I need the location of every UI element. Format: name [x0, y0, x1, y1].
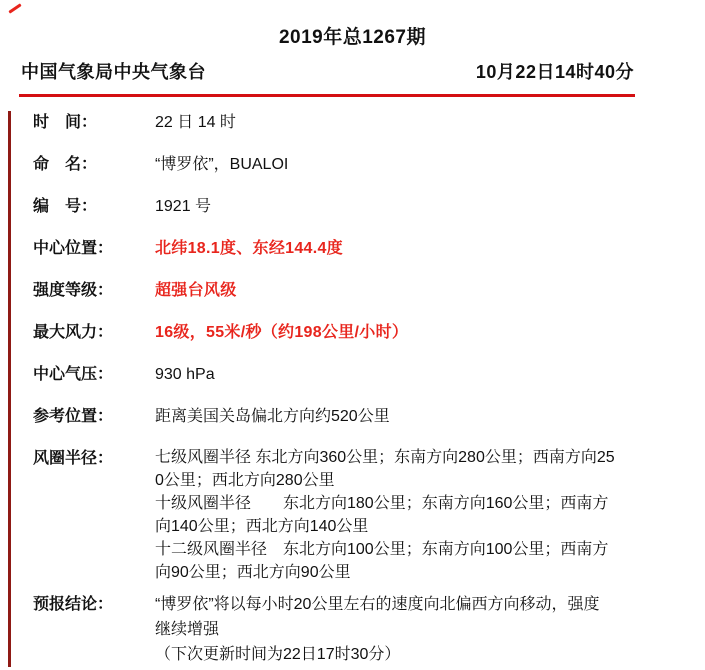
row-label: 参考位置： [33, 408, 114, 425]
table-row [33, 362, 645, 388]
row-label: 最大风力： [33, 324, 114, 341]
row-value-line: 继续增强 [155, 621, 220, 638]
row-value-line: 向140公里；西北方向140公里 [155, 518, 369, 535]
row-value [155, 236, 343, 262]
row-value-line: （下次更新时间为22日17时30分） [155, 646, 401, 663]
table-row [33, 110, 645, 136]
row-value [155, 152, 288, 178]
row-label: 编 号： [33, 198, 98, 215]
row-value-line: 北纬18.1度、东经144.4度 [155, 240, 343, 257]
row-value-line: 向90公里；西北方向90公里 [155, 564, 351, 581]
issue-datetime: 10月22日14时40分 [475, 62, 634, 82]
table-row [33, 194, 645, 220]
row-value-line: 0公里；西北方向280公里 [155, 472, 335, 489]
bulletin-table [33, 110, 645, 667]
row-value [155, 404, 390, 430]
row-value-line: 十二级风圈半径 东北方向100公里；东南方向100公里；西南方 [155, 541, 609, 558]
row-value-line: 超强台风级 [155, 282, 237, 299]
table-row [33, 152, 645, 178]
table-row [33, 404, 645, 430]
header-red-rule [19, 94, 635, 97]
issue-number-title: 2019年总1267期 [278, 27, 427, 48]
row-value-line: 距离美国关岛偏北方向约520公里 [155, 408, 390, 425]
row-value-line: “博罗依”将以每小时20公里左右的速度向北偏西方向移动，强度 [155, 596, 600, 613]
row-value-line: “博罗依”，BUALOI [155, 156, 289, 173]
row-value [155, 194, 211, 220]
table-row [33, 236, 645, 262]
row-value [155, 592, 599, 667]
row-label: 中心位置： [33, 240, 114, 257]
table-row [33, 278, 645, 304]
row-value-line: 七级风圈半径 东北方向360公里；东南方向280公里；西南方向25 [155, 449, 615, 466]
row-value [155, 110, 236, 136]
red-pen-mark [8, 3, 21, 13]
row-value-line: 十级风圈半径 东北方向180公里；东南方向160公里；西南方 [155, 495, 609, 512]
row-value-line: 22 日 14 时 [155, 114, 236, 131]
row-value [155, 320, 408, 346]
row-label: 强度等级： [33, 282, 114, 299]
table-row [33, 592, 645, 667]
row-value [155, 446, 615, 584]
row-label: 预报结论： [33, 596, 114, 613]
row-value-line: 16级，55米/秒（约198公里/小时） [155, 324, 409, 341]
table-row [33, 320, 645, 346]
row-label: 中心气压： [33, 366, 114, 383]
row-label: 命 名： [33, 156, 98, 173]
row-label: 风圈半径： [33, 450, 114, 467]
left-red-bar [8, 111, 11, 667]
row-value [155, 362, 215, 388]
row-value [155, 278, 237, 304]
masthead [21, 58, 634, 84]
row-value-line: 1921 号 [155, 198, 212, 215]
agency-name: 中国气象局中央气象台 [21, 62, 206, 82]
table-row [33, 446, 645, 584]
row-label: 时 间： [33, 114, 98, 131]
row-value-line: 930 hPa [155, 366, 215, 383]
